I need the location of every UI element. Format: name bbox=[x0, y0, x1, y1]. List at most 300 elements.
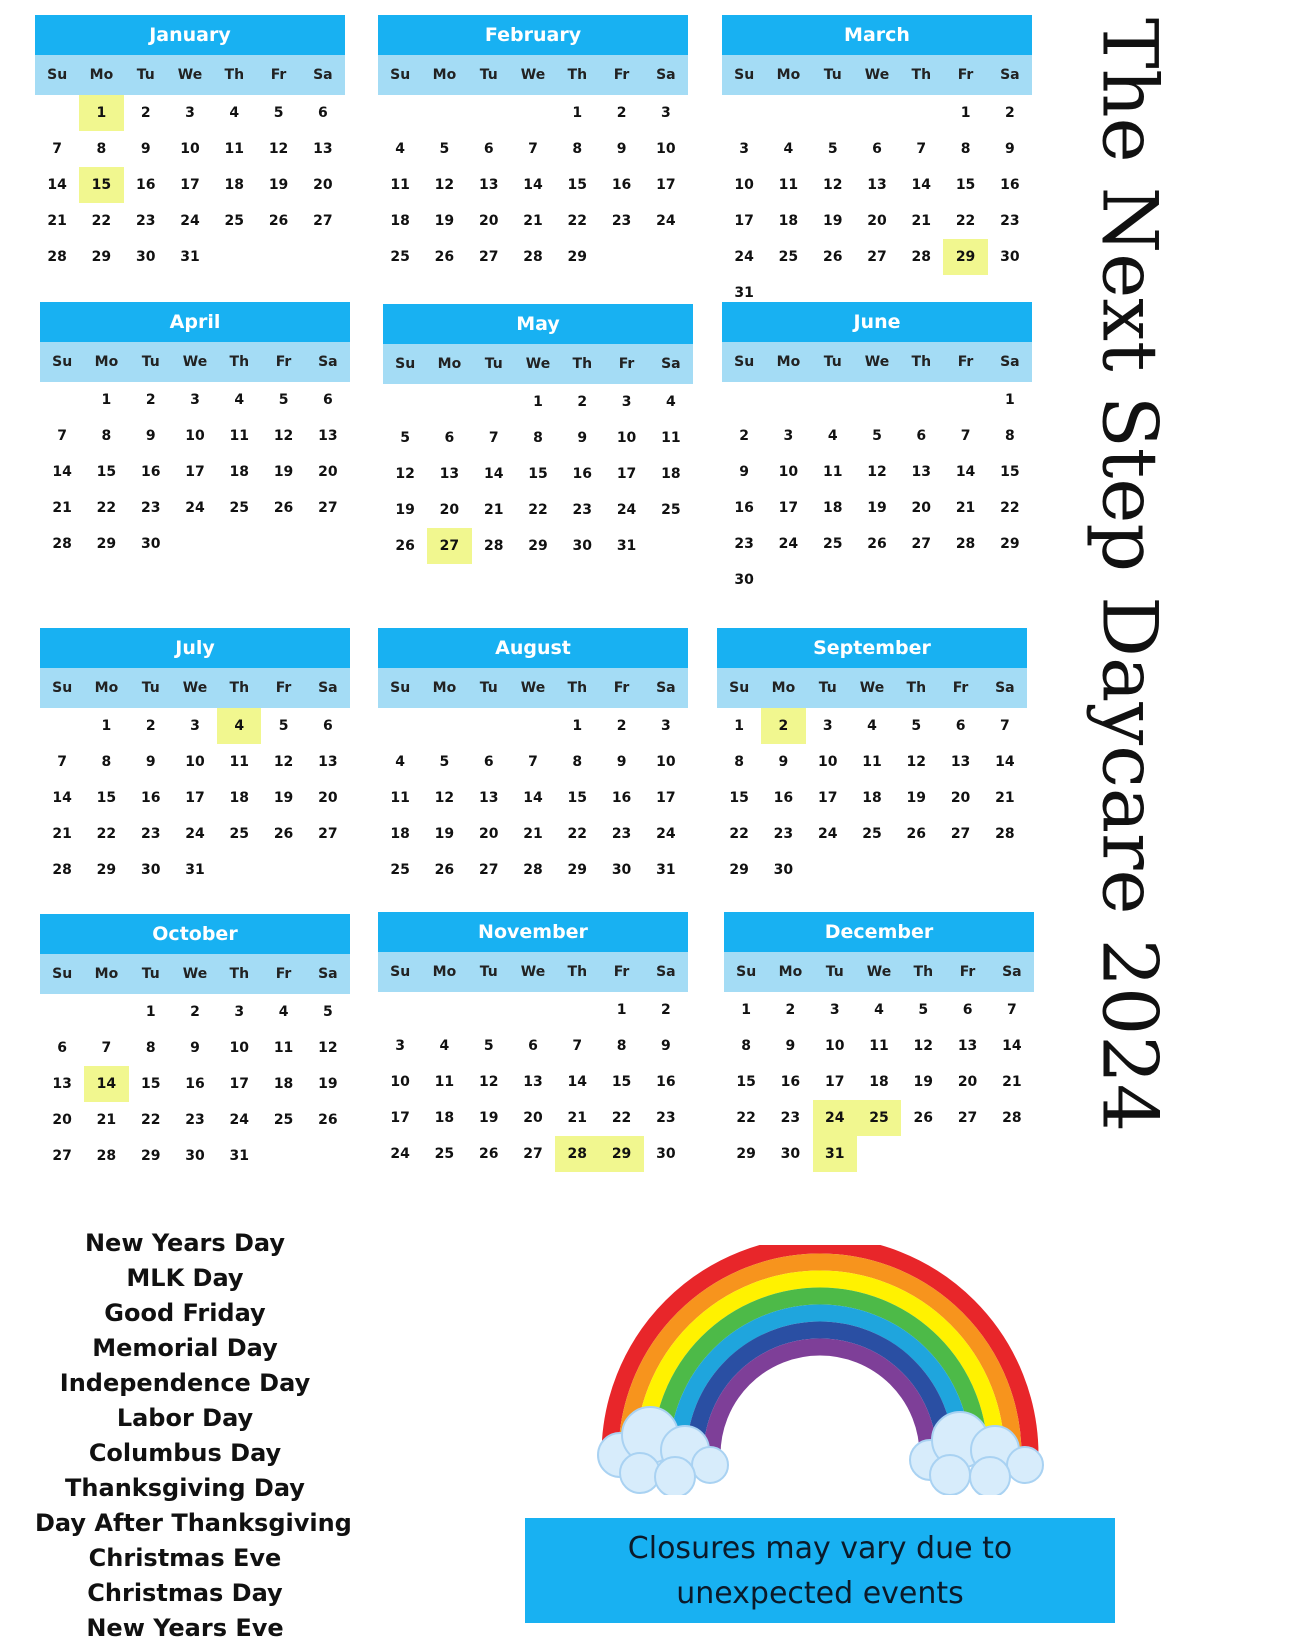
day-cell: 22 bbox=[736, 1110, 756, 1126]
day-cell: 7 bbox=[960, 428, 971, 444]
day-cell: 31 bbox=[180, 249, 200, 265]
day-cell: 11 bbox=[661, 430, 681, 446]
weekday-label: Mo bbox=[94, 966, 119, 982]
day-cell: 22 bbox=[729, 826, 749, 842]
weekday-label: Tu bbox=[484, 356, 503, 372]
day-cell: 18 bbox=[661, 466, 681, 482]
day-cell: 5 bbox=[439, 141, 450, 157]
day-cell: 22 bbox=[140, 1112, 161, 1128]
weekday-label: Fr bbox=[952, 680, 969, 696]
weekday-label: Fr bbox=[618, 356, 635, 372]
weekday-header-row bbox=[378, 55, 688, 95]
day-cell: 10 bbox=[824, 1038, 845, 1054]
day-cell: 16 bbox=[656, 1074, 676, 1090]
day-cell: 6 bbox=[444, 430, 455, 446]
empty-day-cell bbox=[511, 992, 555, 1028]
weekday-label: Tu bbox=[479, 67, 498, 83]
day-cell: 3 bbox=[829, 1002, 840, 1018]
day-cell: 15 bbox=[736, 1074, 756, 1090]
day-cell: 12 bbox=[268, 141, 289, 157]
day-cell: 11 bbox=[390, 790, 410, 806]
day-cell: 27 bbox=[950, 826, 971, 842]
holiday-item: Columbus Day bbox=[88, 1439, 282, 1467]
day-cell: 26 bbox=[273, 500, 294, 516]
day-cell: 16 bbox=[135, 177, 156, 193]
day-cell: 11 bbox=[862, 754, 882, 770]
day-cell: 16 bbox=[140, 464, 161, 480]
weekday-header-row bbox=[40, 342, 350, 382]
day-cell: 21 bbox=[523, 213, 543, 229]
weekday-label: We bbox=[520, 680, 546, 696]
day-cell: 5 bbox=[483, 1038, 494, 1054]
day-cell: 1 bbox=[572, 718, 583, 734]
day-cell: 19 bbox=[913, 1074, 934, 1090]
day-cell: 11 bbox=[822, 464, 843, 480]
day-cell: 14 bbox=[483, 466, 504, 482]
day-cell: 16 bbox=[185, 1076, 205, 1092]
day-cell: 27 bbox=[478, 249, 499, 265]
day-cell: 12 bbox=[273, 754, 294, 770]
day-cell: 26 bbox=[273, 826, 294, 842]
weekday-label: Sa bbox=[656, 680, 676, 696]
empty-day-cell bbox=[766, 382, 810, 418]
day-cell: 8 bbox=[101, 428, 112, 444]
weekday-label: Fr bbox=[270, 67, 287, 83]
day-cell: 20 bbox=[523, 1110, 543, 1126]
day-cell: 5 bbox=[278, 392, 289, 408]
weekday-header-row bbox=[722, 55, 1032, 95]
day-cell: 17 bbox=[778, 500, 799, 516]
weekday-label: Su bbox=[52, 966, 73, 982]
day-cell: 19 bbox=[268, 177, 289, 193]
day-cell: 12 bbox=[906, 754, 927, 770]
day-cell: 30 bbox=[572, 538, 593, 554]
day-cell: 9 bbox=[190, 1040, 200, 1056]
day-cell: 7 bbox=[999, 718, 1010, 734]
day-cell: 12 bbox=[434, 177, 455, 193]
day-cell: 4 bbox=[783, 141, 794, 157]
day-cell: 29 bbox=[140, 1148, 161, 1164]
day-cell: 12 bbox=[318, 1040, 338, 1056]
day-cell: 15 bbox=[611, 1074, 632, 1090]
weekday-label: Mo bbox=[432, 67, 457, 83]
day-cell: 9 bbox=[145, 428, 156, 444]
weekday-header-row bbox=[722, 342, 1032, 382]
day-cell: 28 bbox=[1002, 1110, 1022, 1126]
day-cell: 3 bbox=[783, 428, 794, 444]
day-cell: 7 bbox=[57, 754, 68, 770]
day-cell: 6 bbox=[528, 1038, 538, 1054]
day-cell: 31 bbox=[656, 862, 676, 878]
empty-day-cell bbox=[467, 708, 511, 744]
day-cell: 6 bbox=[317, 105, 328, 121]
day-cell: 19 bbox=[867, 500, 887, 516]
day-grid bbox=[717, 708, 1027, 888]
day-cell: 16 bbox=[734, 500, 754, 516]
day-cell: 20 bbox=[318, 790, 338, 806]
day-cell: 10 bbox=[656, 141, 676, 157]
day-cell: 5 bbox=[273, 105, 284, 121]
day-cell: 25 bbox=[778, 249, 799, 265]
day-cell: 28 bbox=[483, 538, 504, 554]
day-cell: 11 bbox=[869, 1038, 889, 1054]
day-cell: 15 bbox=[567, 177, 588, 193]
day-cell: 23 bbox=[656, 1110, 676, 1126]
weekday-label: We bbox=[864, 67, 890, 83]
day-cell: 2 bbox=[145, 718, 156, 734]
day-cell: 21 bbox=[47, 213, 67, 229]
day-grid bbox=[35, 95, 345, 275]
day-cell: 22 bbox=[567, 213, 588, 229]
weekday-header-row bbox=[35, 55, 345, 95]
weekday-header-row bbox=[40, 954, 350, 994]
weekday-label: Fr bbox=[613, 964, 630, 980]
month-december bbox=[724, 912, 1034, 1172]
weekday-label: Fr bbox=[275, 354, 292, 370]
day-cell: 21 bbox=[483, 502, 504, 518]
day-cell: 9 bbox=[140, 141, 151, 157]
day-cell: 27 bbox=[523, 1146, 543, 1162]
day-cell: 11 bbox=[778, 177, 799, 193]
day-cell: 8 bbox=[741, 1038, 752, 1054]
day-cell: 7 bbox=[101, 1040, 112, 1056]
weekday-label: Sa bbox=[995, 680, 1015, 696]
day-cell: 23 bbox=[140, 826, 161, 842]
day-cell: 24 bbox=[817, 826, 838, 842]
day-cell: 7 bbox=[916, 141, 927, 157]
day-cell: 23 bbox=[734, 536, 754, 552]
day-cell: 6 bbox=[483, 754, 494, 770]
day-cell: 18 bbox=[869, 1074, 889, 1090]
weekday-label: Su bbox=[52, 680, 73, 696]
weekday-label: Tu bbox=[825, 964, 844, 980]
day-grid bbox=[40, 994, 350, 1174]
closure-day-cell: 29 bbox=[943, 239, 987, 275]
day-cell: 15 bbox=[955, 177, 976, 193]
day-cell: 26 bbox=[822, 249, 843, 265]
month-title: July bbox=[40, 628, 350, 668]
day-cell: 24 bbox=[390, 1146, 410, 1162]
weekday-label: Th bbox=[567, 67, 588, 83]
weekday-label: Th bbox=[229, 966, 250, 982]
weekday-label: We bbox=[182, 354, 208, 370]
day-cell: 2 bbox=[190, 1004, 200, 1020]
weekday-label: Su bbox=[736, 964, 757, 980]
weekday-label: We bbox=[182, 680, 208, 696]
weekday-label: Fr bbox=[613, 67, 630, 83]
day-cell: 13 bbox=[950, 754, 971, 770]
day-cell: 8 bbox=[572, 754, 583, 770]
day-cell: 23 bbox=[611, 826, 632, 842]
day-cell: 22 bbox=[955, 213, 976, 229]
day-cell: 28 bbox=[995, 826, 1015, 842]
weekday-label: Fr bbox=[959, 964, 976, 980]
holiday-item: Christmas Eve bbox=[88, 1544, 282, 1572]
day-cell: 1 bbox=[1004, 392, 1015, 408]
day-cell: 26 bbox=[395, 538, 415, 554]
day-cell: 25 bbox=[229, 500, 250, 516]
day-cell: 14 bbox=[523, 177, 543, 193]
day-cell: 26 bbox=[318, 1112, 338, 1128]
day-cell: 8 bbox=[101, 754, 112, 770]
day-cell: 13 bbox=[52, 1076, 72, 1092]
weekday-label: Mo bbox=[776, 354, 801, 370]
day-cell: 10 bbox=[778, 464, 799, 480]
day-cell: 15 bbox=[1000, 464, 1020, 480]
day-cell: 13 bbox=[957, 1038, 978, 1054]
day-cell: 1 bbox=[741, 1002, 752, 1018]
day-cell: 9 bbox=[785, 1038, 796, 1054]
day-cell: 16 bbox=[773, 790, 794, 806]
day-cell: 23 bbox=[140, 500, 161, 516]
weekday-label: We bbox=[177, 67, 203, 83]
day-cell: 17 bbox=[616, 466, 637, 482]
weekday-label: Su bbox=[390, 964, 411, 980]
day-cell: 10 bbox=[185, 754, 205, 770]
day-grid bbox=[378, 708, 688, 888]
day-cell: 17 bbox=[185, 464, 205, 480]
day-cell: 9 bbox=[616, 141, 627, 157]
day-cell: 4 bbox=[827, 428, 838, 444]
weekday-label: Su bbox=[390, 67, 411, 83]
day-cell: 10 bbox=[817, 754, 838, 770]
day-cell: 7 bbox=[572, 1038, 583, 1054]
holiday-item: MLK Day bbox=[126, 1264, 244, 1292]
day-cell: 17 bbox=[656, 177, 676, 193]
holiday-item: Labor Day bbox=[116, 1404, 254, 1432]
day-cell: 30 bbox=[140, 536, 161, 552]
day-cell: 1 bbox=[533, 394, 543, 410]
day-cell: 18 bbox=[862, 790, 882, 806]
day-cell: 6 bbox=[955, 718, 966, 734]
day-cell: 19 bbox=[395, 502, 415, 518]
day-cell: 30 bbox=[185, 1148, 205, 1164]
day-cell: 29 bbox=[567, 862, 588, 878]
empty-day-cell bbox=[378, 95, 422, 131]
day-cell: 19 bbox=[822, 213, 843, 229]
empty-day-cell bbox=[422, 95, 466, 131]
weekday-label: Su bbox=[734, 67, 755, 83]
day-cell: 2 bbox=[577, 394, 588, 410]
empty-day-cell bbox=[427, 384, 471, 420]
closure-day-cell: 25 bbox=[857, 1100, 901, 1136]
day-cell: 6 bbox=[322, 392, 333, 408]
day-cell: 14 bbox=[567, 1074, 588, 1090]
day-cell: 9 bbox=[145, 754, 156, 770]
day-cell: 19 bbox=[434, 213, 455, 229]
day-cell: 18 bbox=[229, 790, 250, 806]
day-cell: 7 bbox=[528, 754, 538, 770]
weekday-label: Mo bbox=[771, 680, 796, 696]
day-cell: 27 bbox=[478, 862, 499, 878]
day-cell: 29 bbox=[528, 538, 548, 554]
weekday-label: Su bbox=[729, 680, 750, 696]
day-grid bbox=[724, 992, 1034, 1172]
day-cell: 1 bbox=[960, 105, 971, 121]
day-cell: 1 bbox=[572, 105, 583, 121]
day-cell: 18 bbox=[273, 1076, 294, 1092]
day-cell: 17 bbox=[824, 1074, 845, 1090]
day-cell: 28 bbox=[523, 249, 543, 265]
weekday-label: Sa bbox=[661, 356, 681, 372]
day-cell: 18 bbox=[224, 177, 245, 193]
day-cell: 8 bbox=[734, 754, 745, 770]
day-cell: 25 bbox=[229, 826, 250, 842]
weekday-label: Sa bbox=[1000, 354, 1020, 370]
day-cell: 21 bbox=[96, 1112, 117, 1128]
day-cell: 3 bbox=[185, 105, 195, 121]
closure-notice-banner bbox=[525, 1518, 1115, 1623]
day-cell: 27 bbox=[318, 826, 338, 842]
day-cell: 21 bbox=[955, 500, 976, 516]
day-cell: 13 bbox=[867, 177, 887, 193]
day-cell: 12 bbox=[273, 428, 294, 444]
month-september bbox=[717, 628, 1027, 888]
day-cell: 16 bbox=[140, 790, 161, 806]
closure-day-cell: 15 bbox=[79, 167, 123, 203]
day-cell: 13 bbox=[523, 1074, 543, 1090]
day-cell: 1 bbox=[101, 392, 112, 408]
day-cell: 15 bbox=[96, 790, 117, 806]
holiday-item: Day After Thanksgiving bbox=[35, 1509, 352, 1537]
day-cell: 16 bbox=[1000, 177, 1020, 193]
day-cell: 17 bbox=[185, 790, 205, 806]
day-cell: 15 bbox=[528, 466, 548, 482]
day-cell: 3 bbox=[660, 105, 671, 121]
empty-day-cell bbox=[811, 95, 855, 131]
day-cell: 6 bbox=[322, 718, 333, 734]
day-cell: 15 bbox=[140, 1076, 161, 1092]
day-cell: 31 bbox=[734, 285, 754, 301]
closure-day-cell: 24 bbox=[813, 1100, 857, 1136]
day-cell: 24 bbox=[616, 502, 637, 518]
day-cell: 16 bbox=[780, 1074, 801, 1090]
day-cell: 10 bbox=[616, 430, 637, 446]
day-cell: 12 bbox=[395, 466, 415, 482]
day-cell: 25 bbox=[273, 1112, 294, 1128]
day-grid bbox=[40, 708, 350, 888]
day-cell: 23 bbox=[611, 213, 632, 229]
day-cell: 2 bbox=[739, 428, 750, 444]
month-march bbox=[722, 15, 1032, 311]
day-cell: 13 bbox=[478, 790, 499, 806]
day-cell: 7 bbox=[528, 141, 538, 157]
day-cell: 5 bbox=[872, 428, 882, 444]
day-cell: 8 bbox=[1004, 428, 1015, 444]
day-cell: 30 bbox=[611, 862, 632, 878]
empty-day-cell bbox=[467, 992, 511, 1028]
month-title: March bbox=[722, 15, 1032, 55]
day-cell: 21 bbox=[52, 826, 72, 842]
day-cell: 2 bbox=[616, 718, 627, 734]
day-cell: 20 bbox=[318, 464, 338, 480]
closure-day-cell: 28 bbox=[555, 1136, 599, 1172]
day-cell: 7 bbox=[488, 430, 499, 446]
day-cell: 21 bbox=[911, 213, 932, 229]
day-cell: 30 bbox=[773, 862, 794, 878]
day-cell: 20 bbox=[313, 177, 333, 193]
day-cell: 28 bbox=[47, 249, 67, 265]
day-cell: 27 bbox=[313, 213, 333, 229]
empty-day-cell bbox=[378, 708, 422, 744]
weekday-label: Tu bbox=[141, 966, 160, 982]
day-cell: 25 bbox=[224, 213, 245, 229]
weekday-label: Tu bbox=[818, 680, 837, 696]
day-cell: 27 bbox=[911, 536, 932, 552]
day-cell: 2 bbox=[140, 105, 151, 121]
weekday-header-row bbox=[724, 952, 1034, 992]
day-cell: 25 bbox=[661, 502, 681, 518]
day-cell: 22 bbox=[611, 1110, 632, 1126]
empty-day-cell bbox=[40, 994, 84, 1030]
day-cell: 17 bbox=[734, 213, 754, 229]
day-cell: 4 bbox=[395, 141, 406, 157]
weekday-label: Mo bbox=[89, 67, 114, 83]
day-cell: 4 bbox=[665, 394, 676, 410]
day-cell: 9 bbox=[778, 754, 789, 770]
weekday-header-row bbox=[717, 668, 1027, 708]
day-cell: 21 bbox=[52, 500, 72, 516]
day-grid bbox=[722, 95, 1032, 311]
day-cell: 28 bbox=[52, 536, 72, 552]
weekday-label: Sa bbox=[1000, 67, 1020, 83]
day-cell: 24 bbox=[656, 826, 676, 842]
weekday-label: Th bbox=[906, 680, 927, 696]
day-cell: 29 bbox=[96, 862, 117, 878]
day-cell: 23 bbox=[572, 502, 593, 518]
day-cell: 7 bbox=[52, 141, 63, 157]
empty-day-cell bbox=[84, 994, 128, 1030]
closure-day-cell: 27 bbox=[427, 528, 471, 564]
weekday-label: Th bbox=[911, 354, 932, 370]
weekday-label: Sa bbox=[656, 964, 676, 980]
holiday-list bbox=[35, 1226, 352, 1646]
day-cell: 30 bbox=[135, 249, 156, 265]
day-cell: 26 bbox=[906, 826, 927, 842]
day-cell: 24 bbox=[778, 536, 799, 552]
day-cell: 20 bbox=[867, 213, 887, 229]
weekday-label: Tu bbox=[823, 67, 842, 83]
day-cell: 14 bbox=[995, 754, 1015, 770]
day-cell: 16 bbox=[572, 466, 593, 482]
day-cell: 24 bbox=[734, 249, 754, 265]
day-cell: 12 bbox=[478, 1074, 499, 1090]
weekday-label: Su bbox=[47, 67, 68, 83]
weekday-label: Sa bbox=[318, 354, 338, 370]
closure-day-cell: 29 bbox=[599, 1136, 643, 1172]
day-cell: 6 bbox=[962, 1002, 973, 1018]
weekday-label: Fr bbox=[957, 354, 974, 370]
day-cell: 8 bbox=[960, 141, 971, 157]
rainbow-illustration bbox=[580, 1245, 1060, 1495]
weekday-label: Tu bbox=[479, 964, 498, 980]
day-cell: 29 bbox=[96, 536, 117, 552]
holiday-item: Good Friday bbox=[104, 1299, 266, 1327]
month-april bbox=[40, 302, 350, 562]
day-cell: 2 bbox=[616, 105, 627, 121]
empty-day-cell bbox=[511, 708, 555, 744]
weekday-label: We bbox=[520, 964, 546, 980]
day-cell: 3 bbox=[190, 392, 200, 408]
day-cell: 29 bbox=[91, 249, 112, 265]
day-cell: 4 bbox=[874, 1002, 884, 1018]
weekday-label: Th bbox=[913, 964, 934, 980]
day-cell: 10 bbox=[656, 754, 676, 770]
day-cell: 22 bbox=[528, 502, 548, 518]
empty-day-cell bbox=[943, 382, 987, 418]
day-cell: 21 bbox=[995, 790, 1015, 806]
month-title: December bbox=[724, 912, 1034, 952]
